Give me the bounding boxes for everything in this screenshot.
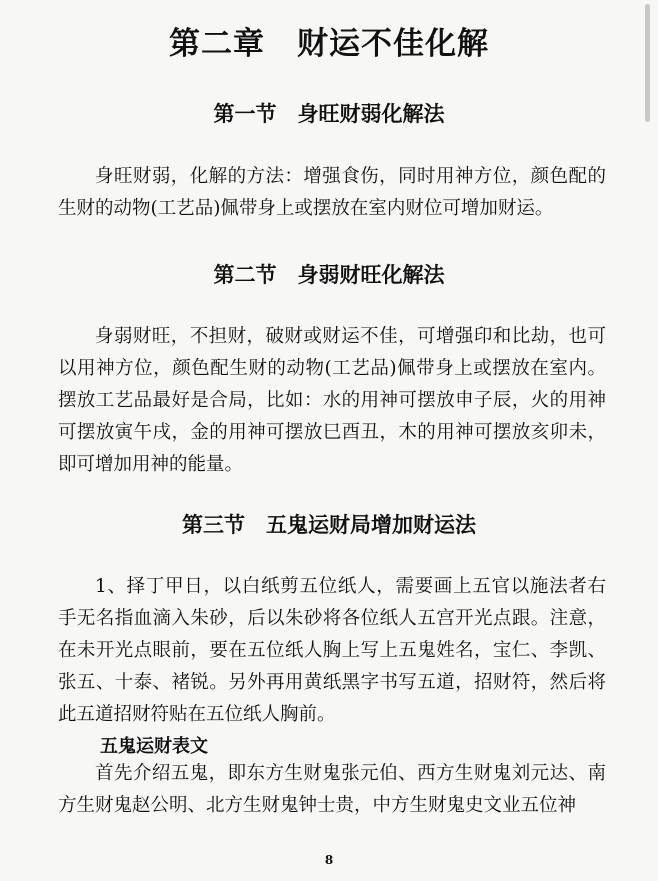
section-3-title: 第三节 五鬼运财局增加财运法	[182, 512, 476, 537]
subsection-body: 首先介绍五鬼，即东方生财鬼张元伯、西方生财鬼刘元达、南方生财鬼赵公明、北方生财鬼钟士贵，中方生财鬼史文业五位神	[58, 763, 606, 816]
section-1-title: 第一节 身旺财弱化解法	[213, 101, 445, 126]
section-2-body: 身弱财旺，不担财，破财或财运不佳，可增强印和比劫，也可以用神方位，颜色配生财的动物(工艺品)佩带身上或摆放在室内。摆放工艺品最好是合局，比如：水的用神可摆放申子辰，火的用神可摆放寅午戌，金的用神可摆放巳酉丑，木的用神可摆放亥卯未，即可增加用神的能量。	[58, 326, 606, 475]
section-2-title: 第二节 身弱财旺化解法	[213, 262, 445, 287]
subsection-title: 五鬼运财表文	[100, 736, 208, 757]
page-number: 8	[324, 853, 334, 867]
section-1-body: 身旺财弱，化解的方法：增强食伤，同时用神方位，颜色配的生财的动物(工艺品)佩带身上或摆放在室内财位可增加财运。	[58, 166, 606, 219]
chapter-title: 第二章 财运不佳化解	[169, 26, 489, 62]
section-3-body: 1、择丁甲日，以白纸剪五位纸人，需要画上五官以施法者右手无名指血滴入朱砂，后以朱砂将各位纸人五宫开光点跟。注意，在未开光点眼前，要在五位纸人胸上写上五鬼姓名，宝仁、李凯、张五、十泰、褚锐。另外再用黄纸黑字书写五道，招财符，然后将此五道招财符贴在五位纸人胸前。	[58, 576, 606, 725]
